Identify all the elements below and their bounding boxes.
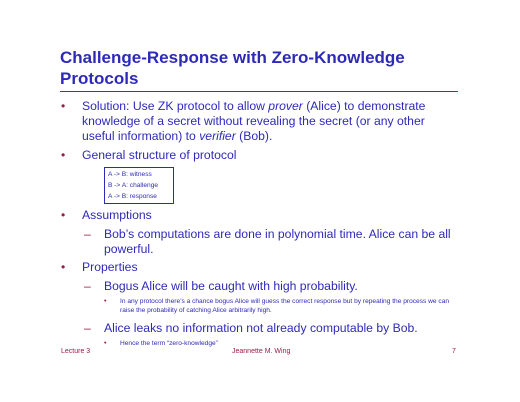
bullet-dot: • — [104, 340, 107, 347]
note-property-2: • Hence the term “zero-knowledge” — [104, 340, 218, 347]
sub-bullet-property-2: – Alice leaks no information not already computable by Bob. — [84, 321, 418, 335]
bullet-dot: • — [61, 148, 66, 162]
protocol-box — [104, 167, 174, 204]
title-divider — [60, 91, 458, 92]
bullet-dash: – — [84, 227, 91, 241]
bullet-list — [60, 99, 460, 354]
bullet-dash: – — [84, 321, 91, 335]
sub-bullet-assumption: – Bob’s computations are done in polynomial time. Alice can be all powerful. — [84, 227, 451, 256]
footer-author: Jeannette M. Wing — [232, 348, 291, 355]
bullet-dot: • — [104, 298, 107, 305]
protocol-step: B -> A: challenge — [108, 182, 159, 189]
note-property-1: • In any protocol there’s a chance bogus Alice will guess the correct response but by repeating the process we can raise the probability of catching Alice arbitrarily high. — [104, 298, 450, 314]
slide-title-line1: Challenge-Response with Zero-Knowledge — [60, 48, 405, 67]
bullet-dot: • — [61, 99, 66, 113]
protocol-step: A -> B: response — [108, 193, 157, 200]
footer-lecture: Lecture 3 — [61, 348, 91, 355]
sub-bullet-property-1: – Bogus Alice will be caught with high probability. — [84, 279, 358, 293]
slide-title-line2: Protocols — [60, 69, 139, 88]
page-number: 7 — [452, 348, 456, 355]
bullet-solution: • Solution: Use ZK protocol to allow prover (Alice) to demonstrate knowledge of a secret without revealing the secret (or any other useful information) to verifier (Bob). — [61, 99, 426, 143]
bullet-structure: • General structure of protocol — [61, 148, 237, 162]
bullet-properties: • Properties — [61, 260, 138, 274]
bullet-dash: – — [84, 279, 91, 293]
protocol-step: A -> B: witness — [108, 171, 152, 178]
bullet-dot: • — [61, 260, 66, 274]
slide-title — [60, 47, 480, 89]
bullet-dot: • — [61, 208, 66, 222]
bullet-assumptions: • Assumptions — [61, 208, 152, 222]
